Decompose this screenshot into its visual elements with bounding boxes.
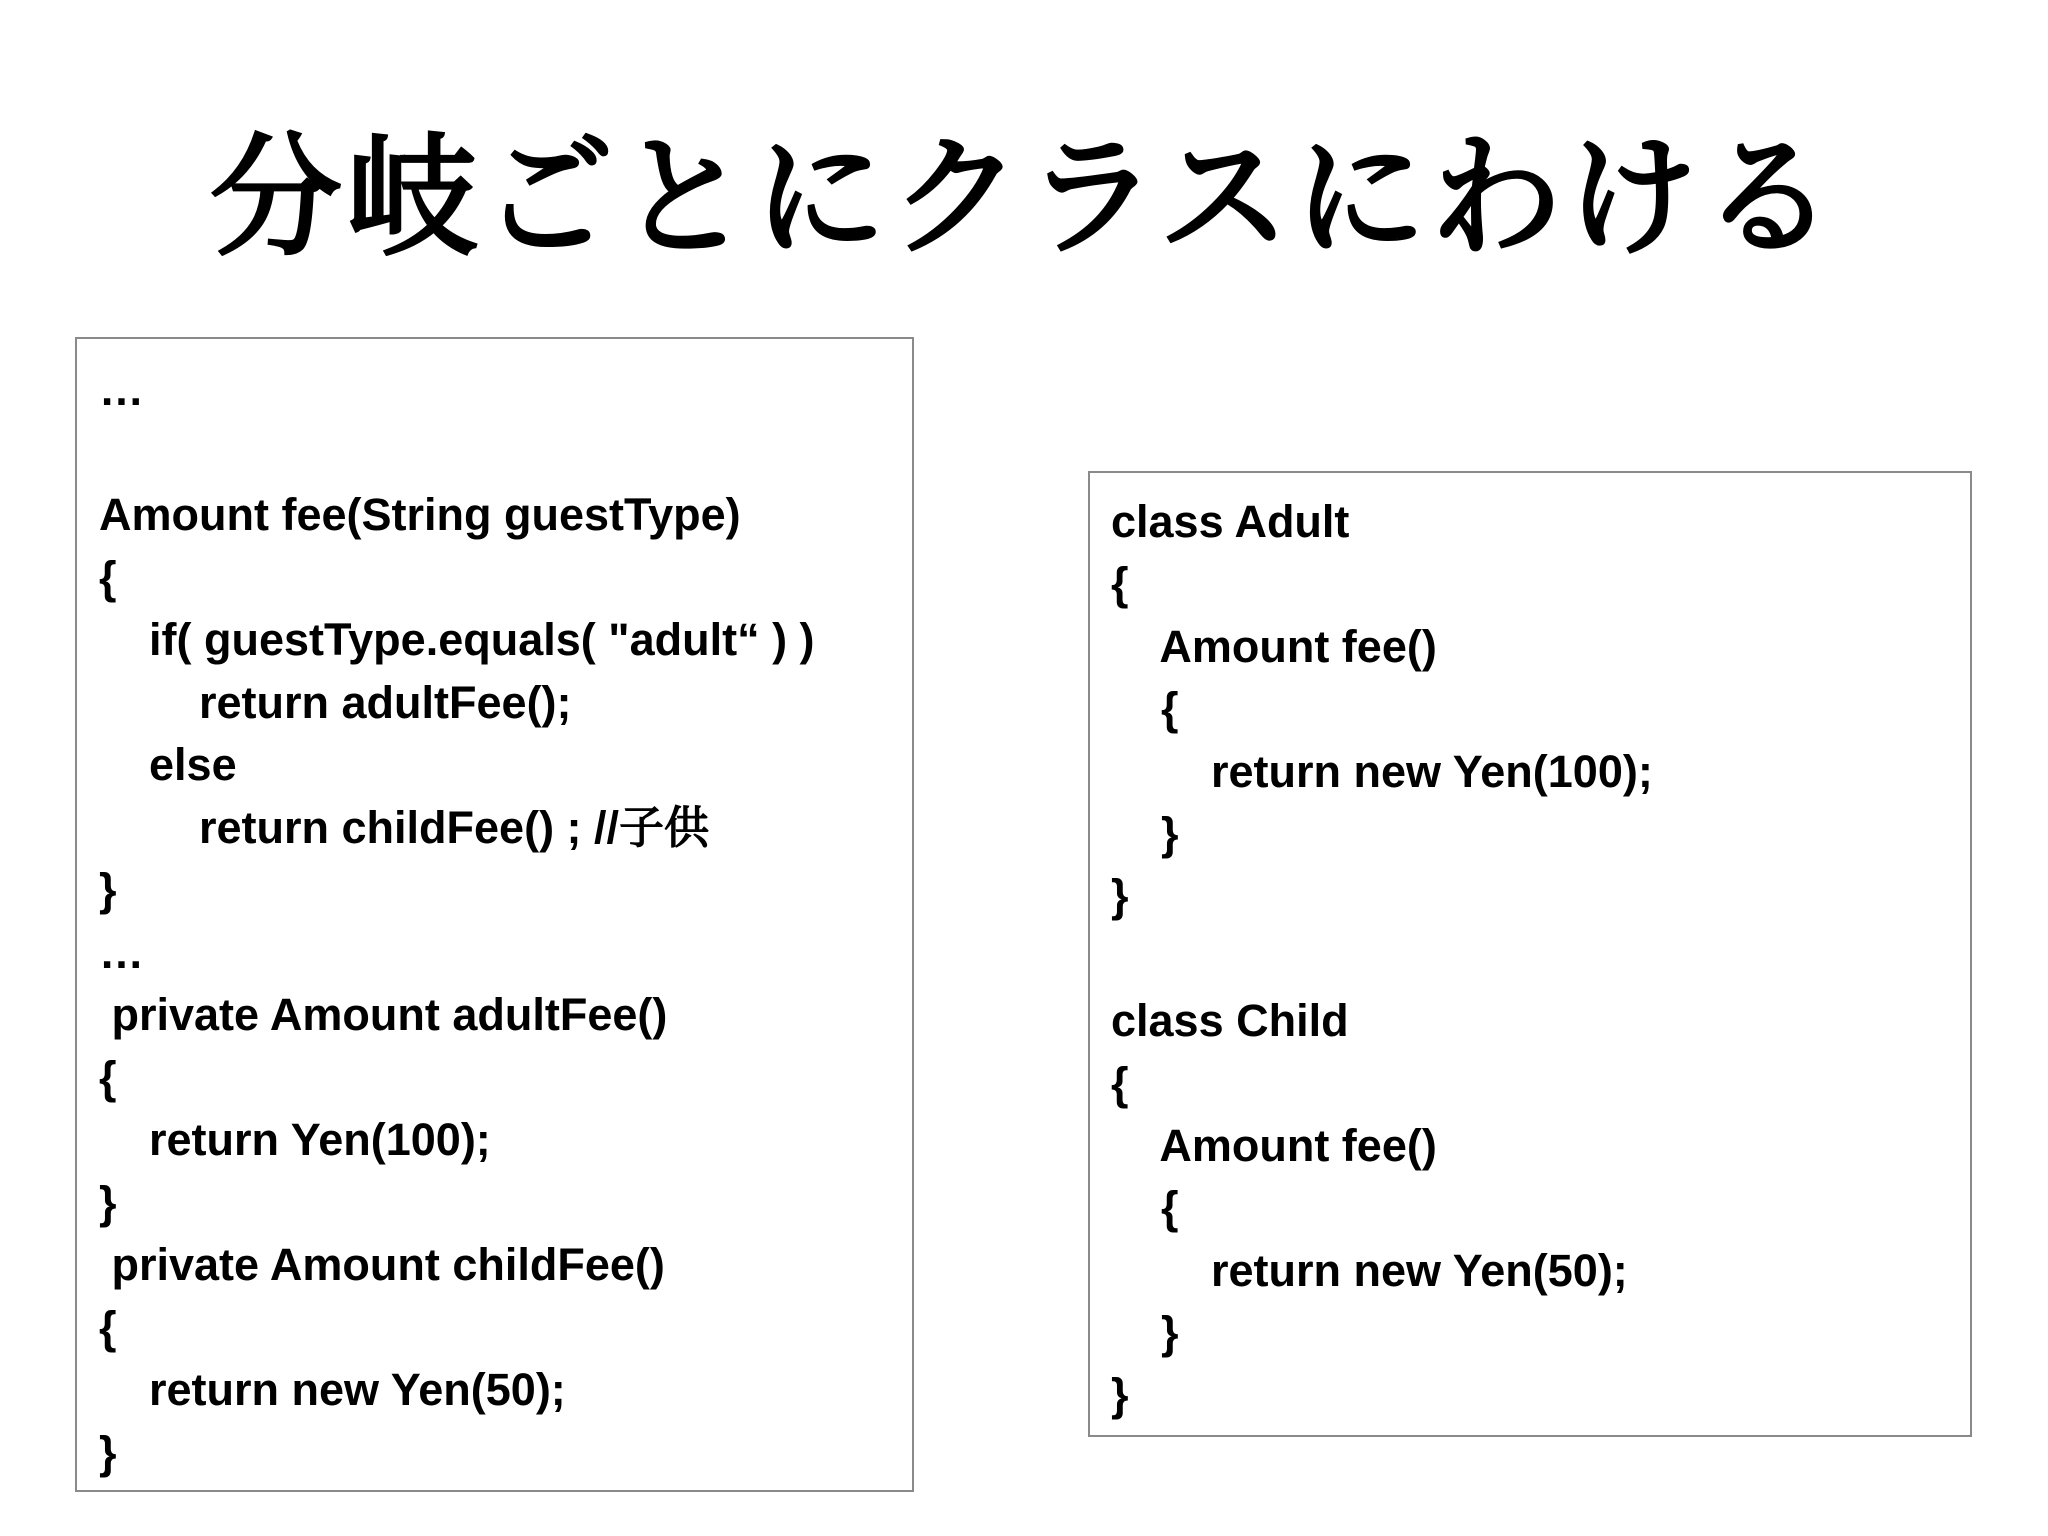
class-code-box bbox=[1088, 471, 1972, 1437]
code-line: { bbox=[99, 551, 117, 603]
code-line: else bbox=[99, 739, 237, 790]
code-line: } bbox=[1111, 1307, 1179, 1359]
code-line: return adultFee(); bbox=[99, 676, 572, 728]
code-line: Amount fee() bbox=[1111, 1119, 1437, 1171]
code-line: { bbox=[99, 1051, 117, 1103]
code-line: private Amount childFee() bbox=[99, 1239, 665, 1290]
code-line: } bbox=[99, 1426, 117, 1478]
code-line: private Amount adultFee() bbox=[99, 989, 668, 1040]
code-line: } bbox=[1111, 807, 1179, 859]
code-line: return new Yen(50); bbox=[1111, 1244, 1628, 1296]
code-line: { bbox=[1111, 683, 1179, 735]
code-line: return Yen(100); bbox=[99, 1114, 491, 1165]
slide-title: 分岐ごとにクラスにわける bbox=[209, 121, 1839, 275]
conditional-code-box bbox=[75, 337, 914, 1492]
code-line: Amount fee() bbox=[1111, 620, 1437, 672]
code-line: { bbox=[99, 1301, 117, 1353]
code-line: } bbox=[1111, 1369, 1129, 1421]
code-line: } bbox=[99, 1176, 117, 1228]
code-line: return new Yen(50); bbox=[99, 1364, 566, 1415]
code-line bbox=[1111, 928, 1970, 990]
code-line: class Adult bbox=[1111, 496, 1350, 547]
code-line: { bbox=[1111, 1182, 1179, 1234]
code-line: … bbox=[99, 926, 144, 978]
code-line: } bbox=[1111, 870, 1129, 922]
code-line: } bbox=[99, 864, 117, 915]
code-line: { bbox=[1111, 558, 1129, 610]
code-line: if( guestType.equals( "adult“ ) ) bbox=[99, 614, 815, 665]
code-line bbox=[99, 422, 912, 485]
code-line: return childFee() ; //子供 bbox=[99, 801, 710, 853]
code-line: { bbox=[1111, 1057, 1129, 1109]
code-line: … bbox=[99, 364, 144, 415]
code-line: class Child bbox=[1111, 995, 1349, 1047]
code-line: return new Yen(100); bbox=[1111, 745, 1653, 797]
code-line: Amount fee(String guestType) bbox=[99, 489, 741, 540]
